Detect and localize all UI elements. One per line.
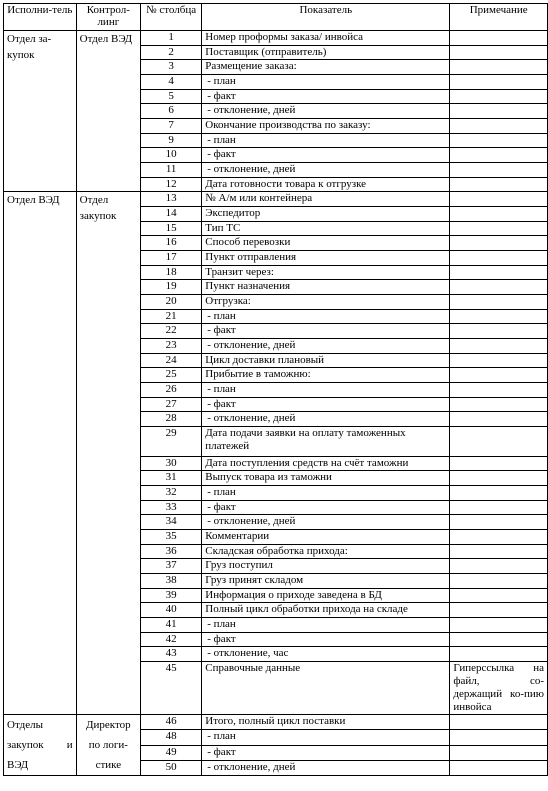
- column-number-cell: 5: [141, 89, 202, 104]
- note-cell: [450, 574, 548, 589]
- indicator-cell: - отклонение, дней: [202, 163, 450, 178]
- table-row: [4, 31, 548, 46]
- note-cell: [450, 60, 548, 75]
- indicator-cell: Пункт назначения: [202, 280, 450, 295]
- column-number-cell: 9: [141, 133, 202, 148]
- note-cell: [450, 75, 548, 90]
- column-number-cell: 43: [141, 647, 202, 662]
- column-number-cell: 13: [141, 192, 202, 207]
- indicator-cell: Размещение заказа:: [202, 60, 450, 75]
- indicator-cell: Транзит через:: [202, 265, 450, 280]
- indicator-cell: - отклонение, дней: [202, 104, 450, 119]
- indicator-cell: Полный цикл обработки прихода на складе: [202, 603, 450, 618]
- note-cell: [450, 221, 548, 236]
- column-number-cell: 23: [141, 339, 202, 354]
- note-cell: [450, 544, 548, 559]
- indicator-cell: - план: [202, 383, 450, 398]
- column-number-cell: 49: [141, 745, 202, 760]
- column-number-cell: 15: [141, 221, 202, 236]
- column-number-cell: 46: [141, 715, 202, 730]
- note-cell: [450, 603, 548, 618]
- column-number-cell: 7: [141, 119, 202, 134]
- column-number-cell: 17: [141, 251, 202, 266]
- note-cell: [450, 730, 548, 745]
- indicator-cell: Пункт отправления: [202, 251, 450, 266]
- indicator-cell: Выпуск товара из таможни: [202, 471, 450, 486]
- note-cell: [450, 104, 548, 119]
- note-cell: [450, 588, 548, 603]
- note-cell: [450, 119, 548, 134]
- note-cell: [450, 148, 548, 163]
- note-cell: [450, 324, 548, 339]
- note-cell: [450, 339, 548, 354]
- indicator-cell: Цикл доставки плановый: [202, 353, 450, 368]
- note-cell: [450, 647, 548, 662]
- indicator-cell: № А/м или контейнера: [202, 192, 450, 207]
- indicator-cell: - факт: [202, 148, 450, 163]
- note-cell: [450, 192, 548, 207]
- note-cell: [450, 133, 548, 148]
- column-number-cell: 20: [141, 295, 202, 310]
- indicator-cell: - план: [202, 133, 450, 148]
- note-cell: [450, 251, 548, 266]
- indicator-cell: Поставщик (отправитель): [202, 45, 450, 60]
- note-cell: [450, 530, 548, 545]
- column-number-cell: 28: [141, 412, 202, 427]
- indicator-cell: - отклонение, час: [202, 647, 450, 662]
- note-cell: [450, 368, 548, 383]
- indicator-cell: - отклонение, дней: [202, 760, 450, 775]
- column-number-cell: 42: [141, 632, 202, 647]
- note-cell: [450, 485, 548, 500]
- indicator-cell: Тип ТС: [202, 221, 450, 236]
- note-cell: [450, 456, 548, 471]
- logistics-indicators-table: [3, 3, 548, 776]
- note-cell: [450, 353, 548, 368]
- note-cell: [450, 427, 548, 457]
- indicator-cell: - план: [202, 618, 450, 633]
- indicator-cell: - отклонение, дней: [202, 515, 450, 530]
- column-number-cell: 14: [141, 207, 202, 222]
- column-number-cell: 25: [141, 368, 202, 383]
- indicator-cell: Груз принят складом: [202, 574, 450, 589]
- indicator-cell: Дата готовности товара к отгрузке: [202, 177, 450, 192]
- column-number-cell: 27: [141, 397, 202, 412]
- column-number-cell: 38: [141, 574, 202, 589]
- note-cell: [450, 383, 548, 398]
- column-number-cell: 45: [141, 662, 202, 715]
- note-cell: [450, 163, 548, 178]
- indicator-cell: - факт: [202, 89, 450, 104]
- note-cell: [450, 471, 548, 486]
- indicator-cell: Способ перевозки: [202, 236, 450, 251]
- table-header: [4, 4, 548, 31]
- column-number-cell: 50: [141, 760, 202, 775]
- column-number-cell: 48: [141, 730, 202, 745]
- note-cell: [450, 745, 548, 760]
- note-cell: [450, 500, 548, 515]
- column-number-cell: 22: [141, 324, 202, 339]
- column-number-cell: 10: [141, 148, 202, 163]
- indicator-cell: Комментарии: [202, 530, 450, 545]
- indicator-cell: - факт: [202, 397, 450, 412]
- column-number-cell: 36: [141, 544, 202, 559]
- table-row: [4, 715, 548, 730]
- column-number-cell: 2: [141, 45, 202, 60]
- column-number-cell: 21: [141, 309, 202, 324]
- executor-cell: Отдел ВЭД: [4, 192, 77, 715]
- indicator-cell: - факт: [202, 500, 450, 515]
- controller-cell: Отдел ВЭД: [76, 31, 140, 192]
- controller-cell: Отдел закупок: [76, 192, 140, 715]
- indicator-cell: Справочные данные: [202, 662, 450, 715]
- indicator-cell: - факт: [202, 745, 450, 760]
- column-number-cell: 41: [141, 618, 202, 633]
- table-row: [4, 192, 548, 207]
- indicator-cell: Дата подачи заявки на оплату таможенных платежей: [202, 427, 450, 457]
- indicator-cell: Окончание производства по заказу:: [202, 119, 450, 134]
- indicator-cell: - план: [202, 309, 450, 324]
- column-number-cell: 12: [141, 177, 202, 192]
- column-number-cell: 34: [141, 515, 202, 530]
- note-cell: [450, 515, 548, 530]
- note-cell: [450, 559, 548, 574]
- column-number-cell: 6: [141, 104, 202, 119]
- column-number-cell: 3: [141, 60, 202, 75]
- note-cell: [450, 280, 548, 295]
- indicator-cell: Дата поступления средств на счёт таможни: [202, 456, 450, 471]
- column-number-cell: 26: [141, 383, 202, 398]
- indicator-cell: Информация о приходе заведена в БД: [202, 588, 450, 603]
- note-cell: [450, 31, 548, 46]
- column-number-cell: 1: [141, 31, 202, 46]
- note-cell: [450, 89, 548, 104]
- header-column-no: № столбца: [141, 4, 202, 31]
- column-number-cell: 37: [141, 559, 202, 574]
- column-number-cell: 31: [141, 471, 202, 486]
- note-cell: [450, 397, 548, 412]
- table-body: [4, 31, 548, 776]
- note-cell: [450, 412, 548, 427]
- column-number-cell: 4: [141, 75, 202, 90]
- indicator-cell: Номер проформы заказа/ инвойса: [202, 31, 450, 46]
- note-cell: [450, 265, 548, 280]
- note-cell: [450, 632, 548, 647]
- indicator-cell: Груз поступил: [202, 559, 450, 574]
- indicator-cell: Прибытие в таможню:: [202, 368, 450, 383]
- note-cell: [450, 760, 548, 775]
- note-cell: [450, 236, 548, 251]
- executor-cell: Отделы закупок и ВЭД: [4, 715, 77, 776]
- note-cell: [450, 45, 548, 60]
- indicator-cell: - план: [202, 485, 450, 500]
- column-number-cell: 29: [141, 427, 202, 457]
- indicator-cell: - факт: [202, 632, 450, 647]
- indicator-cell: - отклонение, дней: [202, 412, 450, 427]
- column-number-cell: 33: [141, 500, 202, 515]
- column-number-cell: 40: [141, 603, 202, 618]
- column-number-cell: 39: [141, 588, 202, 603]
- indicator-cell: Отгрузка:: [202, 295, 450, 310]
- note-cell: [450, 715, 548, 730]
- note-cell: [450, 309, 548, 324]
- indicator-cell: - факт: [202, 324, 450, 339]
- indicator-cell: - отклонение, дней: [202, 339, 450, 354]
- note-cell: [450, 295, 548, 310]
- header-row: [4, 4, 548, 31]
- column-number-cell: 24: [141, 353, 202, 368]
- header-indicator: Показатель: [202, 4, 450, 31]
- note-cell: Гиперссылка на файл, со-держащий ко-пию инвойса: [450, 662, 548, 715]
- indicator-cell: - план: [202, 75, 450, 90]
- header-executor: Исполни-тель: [4, 4, 77, 31]
- header-note: Примечание: [450, 4, 548, 31]
- column-number-cell: 19: [141, 280, 202, 295]
- executor-cell: Отдел за-купок: [4, 31, 77, 192]
- column-number-cell: 16: [141, 236, 202, 251]
- note-cell: [450, 207, 548, 222]
- note-cell: [450, 177, 548, 192]
- note-cell: [450, 618, 548, 633]
- column-number-cell: 35: [141, 530, 202, 545]
- column-number-cell: 32: [141, 485, 202, 500]
- indicator-cell: Экспедитор: [202, 207, 450, 222]
- controller-cell: Директор по логи-стике: [76, 715, 140, 776]
- indicator-cell: - план: [202, 730, 450, 745]
- header-controller: Контрол-линг: [76, 4, 140, 31]
- indicator-cell: Итого, полный цикл поставки: [202, 715, 450, 730]
- column-number-cell: 18: [141, 265, 202, 280]
- column-number-cell: 30: [141, 456, 202, 471]
- column-number-cell: 11: [141, 163, 202, 178]
- indicator-cell: Складская обработка прихода:: [202, 544, 450, 559]
